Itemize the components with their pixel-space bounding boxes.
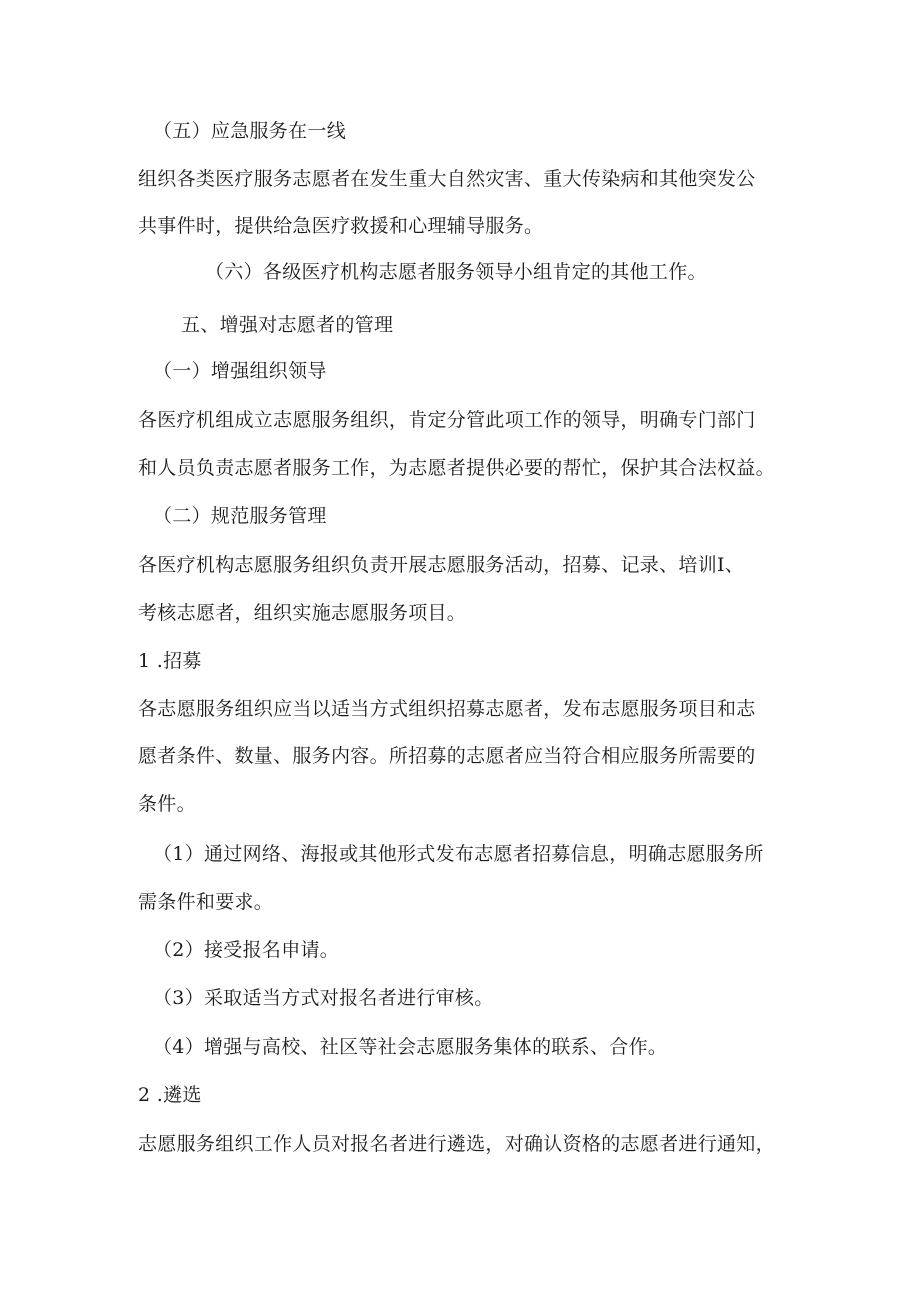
list-item: （3）采取适当方式对报名者进行审核。: [153, 987, 494, 1009]
paragraph-line: 和人员负责志愿者服务工作，为志愿者提供必要的帮忙，保护其合法权益。: [138, 457, 775, 479]
paragraph-line: 共事件时，提供给急医疗救援和心理辅导服务。: [138, 215, 544, 237]
list-item-continuation: 需条件和要求。: [138, 891, 274, 913]
list-item: （4）增强与高校、社区等社会志愿服务集体的联系、合作。: [153, 1036, 668, 1058]
paragraph-line: 组织各类医疗服务志愿者在发生重大自然灾害、重大传染病和其他突发公: [138, 168, 756, 190]
section-heading-organization-leadership: （一）增强组织领导: [153, 360, 327, 382]
paragraph-line: 条件。: [138, 793, 196, 815]
paragraph-line: 愿者条件、数量、服务内容。所招募的志愿者应当符合相应服务所需要的: [138, 745, 756, 767]
paragraph-line: 各医疗机组成立志愿服务组织，肯定分管此项工作的领导，明确专门部门: [138, 409, 756, 431]
section-heading-service-management: （二）规范服务管理: [153, 505, 327, 527]
subheading-selection: 2 .遴选: [138, 1084, 202, 1106]
paragraph-line: 各医疗机构志愿服务组织负责开展志愿服务活动，招募、记录、培训I、: [138, 554, 745, 576]
section-heading-other-work: （六）各级医疗机构志愿者服务领导小组肯定的其他工作。: [205, 261, 707, 283]
subheading-recruitment: 1 .招募: [138, 650, 202, 672]
paragraph-line: 各志愿服务组织应当以适当方式组织招募志愿者，发布志愿服务项目和志: [138, 698, 756, 720]
chapter-heading-volunteer-management: 五、增强对志愿者的管理: [181, 314, 394, 336]
list-item: （1）通过网络、海报或其他形式发布志愿者招募信息，明确志愿服务所: [153, 843, 764, 865]
list-item: （2）接受报名申请。: [153, 939, 340, 961]
paragraph-line: 志愿服务组织工作人员对报名者进行遴选，对确认资格的志愿者进行通知，: [138, 1133, 775, 1155]
paragraph-line: 考核志愿者，组织实施志愿服务项目。: [138, 602, 467, 624]
section-heading-emergency-service: （五）应急服务在一线: [153, 120, 347, 142]
